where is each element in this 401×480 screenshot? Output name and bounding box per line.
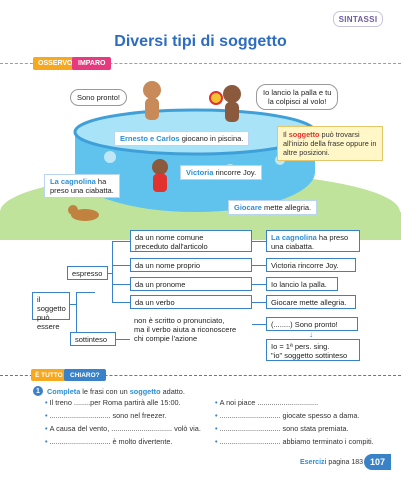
arrow-down-icon: ↓ (309, 330, 313, 339)
exercise-text: A causa del vento, .............................. volò via. (49, 424, 201, 433)
mid-box-nome-proprio: da un nome proprio (130, 258, 252, 272)
connector (112, 284, 130, 285)
connector (76, 292, 95, 293)
note-subject: soggetto (288, 130, 320, 139)
exercise-text: .............................. abbiamo terminato i compiti. (219, 437, 374, 446)
connector (112, 302, 130, 303)
note-post: può trovarsi all'inizio della frase oppure in altre posizioni. (283, 130, 377, 157)
footer-pagina: pagina 183 (328, 459, 364, 466)
label-victoria-rest: rincorre Joy. (213, 168, 257, 177)
instr-subject: soggetto (129, 387, 161, 396)
example-rest: rincorre Joy. (295, 261, 339, 270)
label-victoria (180, 165, 262, 180)
exercise-right-1[interactable]: • A noi piace .............................. (215, 398, 319, 407)
bubble-right-line-2: la colpisci al volo! (268, 97, 327, 106)
section-tag: SINTASSI (333, 11, 383, 27)
espresso-box: espresso (67, 266, 108, 280)
exercise-text: A noi piace .............................. (219, 398, 319, 407)
exercise-text: .............................. sono nel freezer. (49, 411, 167, 420)
label-ernesto-rest: giocano in piscina. (179, 134, 244, 143)
example-subject: La cagnolina (271, 233, 317, 242)
exercise-left-3[interactable]: • A causa del vento, .............................. volò via. (45, 424, 201, 433)
connector (112, 265, 130, 266)
imparo-tag: IMPARO (72, 57, 111, 70)
label-ernesto-carlos (114, 131, 249, 146)
example-box-sottinteso (266, 317, 358, 331)
footer-reference (300, 459, 363, 466)
label-victoria-subject: Victoria (186, 168, 214, 177)
chiaro-tag: CHIARO? (64, 369, 106, 381)
example-box-io (266, 277, 338, 291)
sottinteso-box: sottinteso (70, 332, 116, 346)
exercise-text: Il treno ........per Roma partirà alle 15:00. (49, 398, 181, 407)
connector (112, 241, 130, 242)
connector (112, 241, 113, 302)
footer-label: Esercizi (300, 459, 327, 466)
note-pre: Il (283, 130, 289, 139)
connector (252, 284, 266, 285)
example-subject: (........) (271, 320, 293, 329)
instr-end: adatto. (160, 387, 185, 396)
label-giocare (228, 200, 317, 215)
exercise-right-2[interactable]: • .............................. giocate spesso a dama. (215, 411, 360, 420)
mid-box-verbo: da un verbo (130, 295, 252, 309)
example-box-cagnolina (266, 230, 360, 252)
connector (252, 241, 266, 242)
label-ernesto-subject: Ernesto e Carlos (120, 134, 180, 143)
label-cagnolina-subject: La cagnolina (50, 177, 96, 186)
label-giocare-rest: mette allegria. (261, 203, 312, 212)
label-cagnolina (44, 174, 120, 198)
exercise-right-4[interactable]: • .............................. abbiamo terminato i compiti. (215, 437, 374, 446)
mid-box-nome-comune: da un nome comune preceduto dall'articolo (130, 230, 252, 252)
exercise-left-2[interactable]: • .............................. sono nel freezer. (45, 411, 167, 420)
example-box-giocare (266, 295, 356, 309)
connector (252, 265, 266, 266)
label-cagnolina-line-2: preso una ciabatta. (50, 186, 114, 195)
exercise-text: .............................. è molto divertente. (49, 437, 173, 446)
root-box: il soggetto può essere (32, 292, 70, 320)
example-box-victoria (266, 258, 356, 272)
example-subject: Victoria (271, 261, 296, 270)
label-cagnolina-rest: ha (95, 177, 107, 186)
label-giocare-subject: Giocare (234, 203, 262, 212)
exercise-left-4[interactable]: • .............................. è molto divertente. (45, 437, 173, 446)
example-subject: Io (271, 280, 278, 289)
grammar-note (277, 126, 383, 161)
speech-bubble-right (256, 84, 338, 110)
exercise-right-3[interactable]: • .............................. sono stata premiata. (215, 424, 349, 433)
exercise-text: .............................. sono stata premiata. (219, 424, 349, 433)
label-cagnolina-line-1 (50, 177, 114, 186)
exercise-number: 1 (33, 386, 43, 396)
mid-box-sottinteso: non è scritto o pronunciato, ma il verbo aiuta a riconoscere chi compie l'azione (130, 314, 252, 345)
example-rest: ha preso una ciabatta. (271, 233, 349, 251)
instr-mid: le frasi con un (80, 387, 130, 396)
example-rest: lancio la palla. (277, 280, 327, 289)
mid-box-pronome: da un pronome (130, 277, 252, 291)
example-subject: Giocare (271, 298, 298, 307)
bubble-right-line-1: Io lancio la palla e tu (263, 88, 332, 97)
io-note-box: Io = 1ª pers. sing. "io" soggetto sottinteso (266, 339, 360, 361)
connector (252, 324, 266, 325)
example-rest: Sono pronto! (292, 320, 338, 329)
osservo-tag: OSSERVO (33, 57, 78, 70)
instr-verb: Completa (47, 387, 81, 396)
exercise-left-1[interactable]: • Il treno ........per Roma partirà alle 15:00. (45, 398, 181, 407)
connector (252, 302, 266, 303)
subject-diagram (0, 228, 401, 368)
example-rest: mette allegria. (297, 298, 347, 307)
speech-bubble-left: Sono pronto! (70, 89, 127, 106)
page-number: 107 (364, 454, 391, 470)
page-title: Diversi tipi di soggetto (114, 33, 287, 50)
tutto-tag: È TUTTO (31, 369, 67, 381)
exercise-text: .............................. giocate spesso a dama. (219, 411, 360, 420)
exercise-instruction (47, 387, 185, 396)
